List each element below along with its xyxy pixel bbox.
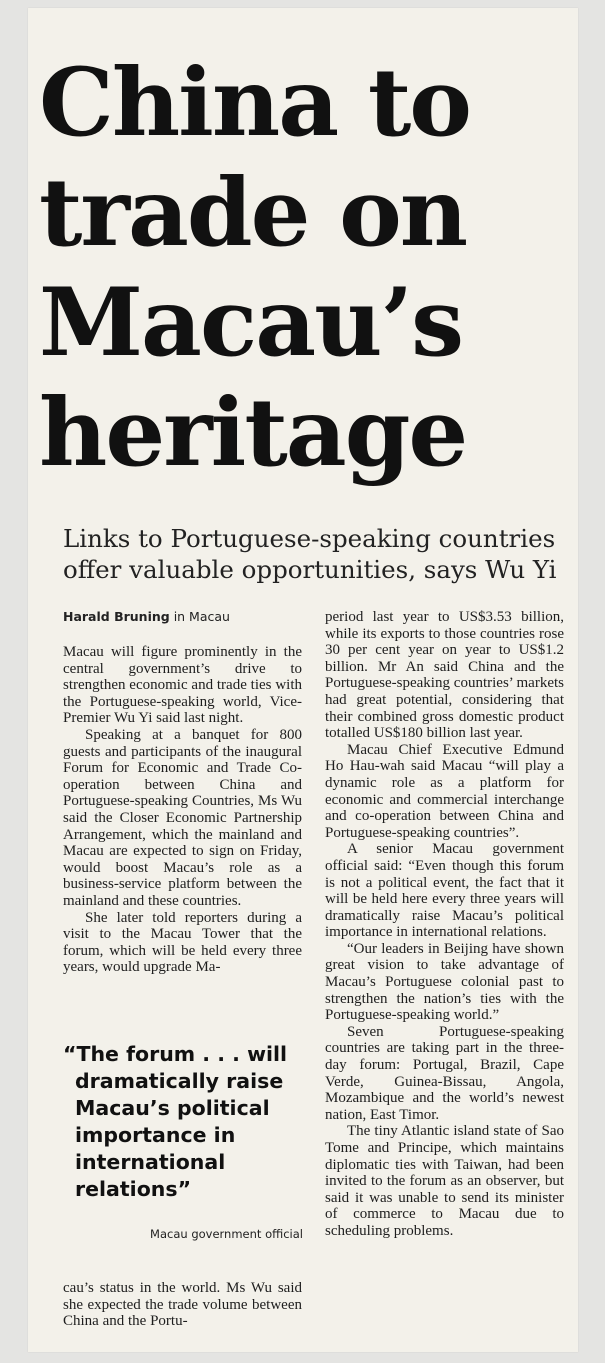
column-1 [63, 644, 302, 976]
body-paragraph: She later told reporters during a visit to the Macau Tower that the forum, which will be held every three years, would upgrade Ma- [63, 909, 302, 976]
byline [63, 609, 230, 624]
body-paragraph: Seven Portuguese-speaking countries are taking part in the three-day forum: Portugal, Brazil, Cape Verde, Guinea-Bissau, Angola, Mozambique and the world’s newest nation, East Timor. [325, 1023, 564, 1123]
headline-line: heritage [39, 378, 467, 488]
column-2 [325, 609, 564, 1240]
headline-line: China to [39, 48, 470, 158]
body-paragraph: cau’s status in the world. Ms Wu said she expected the trade volume between China and the Portu- [63, 1280, 302, 1330]
column-1-continued [63, 1280, 302, 1330]
headline-line: Macau’s [39, 268, 463, 378]
pull-quote-attribution: Macau government official [150, 1227, 303, 1241]
pull-quote-line: “The forum . . . will [63, 1042, 288, 1066]
pull-quote-line: Macau’s political [75, 1096, 270, 1120]
body-paragraph: period last year to US$3.53 billion, while its exports to those countries rose 30 per cent year on year to US$1.2 billion. Mr An said China and the Portuguese-speaking countries’ markets had great potential, considering that their combined gross domestic product totalled US$180 billion last year. [325, 609, 564, 742]
pull-quote-line: importance in [75, 1123, 236, 1147]
body-paragraph: A senior Macau government official said: “Even though this forum is not a political event, the fact that it will be held here every three years will dramatically raise Macau’s political importance in international relations. [325, 841, 564, 941]
body-paragraph: Speaking at a banquet for 800 guests and participants of the inaugural Forum for Economic and Trade Co-operation between China and Portuguese-speaking Countries, Ms Wu said the Closer Economic Partnership Arrangement, which the mainland and Macau are expected to sign on Friday, would boost Macau’s role as a business-service platform between the mainland and these countries. [63, 726, 302, 909]
pull-quote-line: relations” [75, 1177, 192, 1201]
pull-quote-line: international [75, 1150, 226, 1174]
byline-author: Harald Bruning [63, 609, 170, 624]
pull-quote [63, 1041, 303, 1203]
deck-subheadline: Links to Portuguese-speaking countries offer valuable opportunities, says Wu Yi [63, 524, 557, 584]
body-paragraph: Macau Chief Executive Edmund Ho Hau-wah said Macau “will play a dynamic role as a platform for economic and commercial interchange and co-operation between China and Portuguese-speaking countries”. [325, 741, 564, 841]
byline-location: in Macau [173, 609, 230, 624]
body-paragraph: Macau will figure prominently in the central government’s drive to strengthen economic and trade ties with the Portuguese-speaking world, Vice-Premier Wu Yi said last night. [63, 644, 302, 727]
body-paragraph: “Our leaders in Beijing have shown great vision to take advantage of Macau’s Portuguese colonial past to strengthen the nation’s ties with the Portuguese-speaking world.” [325, 940, 564, 1024]
pull-quote-line: dramatically raise [75, 1069, 284, 1093]
headline [39, 48, 559, 488]
headline-line: trade on [39, 158, 467, 268]
body-paragraph: The tiny Atlantic island state of Sao Tome and Principe, which maintains diplomatic ties with Taiwan, had been invited to the forum as an observer, but said it was unable to send its minister of commerce to Macau due to scheduling problems. [325, 1123, 564, 1239]
